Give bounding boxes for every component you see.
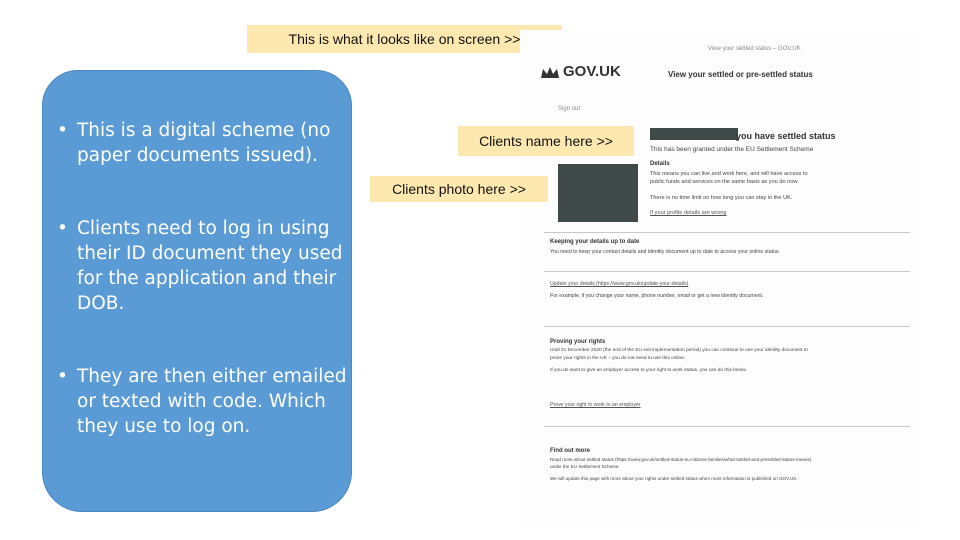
bullet-panel	[42, 70, 352, 512]
doc-page-title: View your settled or pre-settled status	[668, 70, 813, 79]
find-out-more-line: under the EU Settlement Scheme.	[550, 464, 620, 469]
update-page-note: We will update this page with more about your rights under settled status when more information is published on GOV.UK.	[550, 476, 798, 481]
details-label: Details	[650, 161, 670, 167]
photo-callout-label	[370, 176, 548, 202]
details-line: This means you can live and work here, and will have access to	[650, 171, 808, 177]
screen-callout-text: This is what it looks like on screen >>	[288, 31, 521, 47]
proving-line: Until 31 December 2020 (the end of the EU exit implementation period) you can continue to use your identity document to	[550, 348, 808, 353]
screen-callout-label	[247, 25, 562, 53]
govuk-logo: GOV.UK	[563, 63, 621, 80]
proving-line: prove your rights in the UK – you do not need to use this online.	[550, 356, 686, 361]
divider	[544, 232, 910, 233]
bullet-login	[57, 216, 347, 316]
status-subheading: This has been granted under the EU Settlement Scheme	[650, 146, 814, 153]
name-redaction	[650, 128, 738, 140]
bullet-digital-scheme	[57, 118, 347, 168]
scanned-status-document	[520, 30, 920, 530]
crown-icon	[540, 65, 560, 79]
proving-line: If you do want to give an employer access to your right to work status, you can do this below.	[550, 368, 747, 373]
divider	[544, 326, 910, 327]
keeping-text: You need to keep your contact details and identity document up to date to access your online status.	[550, 249, 780, 255]
keeping-heading: Keeping your details up to date	[550, 239, 640, 245]
prove-right-to-work-link: Prove your right to work to an employer	[550, 402, 641, 408]
divider	[544, 426, 910, 427]
status-heading: you have settled status	[736, 131, 836, 141]
bullet-dot-icon: •	[57, 218, 68, 239]
photo-callout-text: Clients photo here >>	[392, 181, 526, 197]
details-line: public funds and services on the same basis as you do now.	[650, 179, 799, 185]
proving-heading: Proving your rights	[550, 339, 606, 345]
update-details-link: Update your details (https://www.gov.uk/update-your-details)	[550, 281, 689, 287]
doc-header-small: View your settled status – GOV.UK	[708, 46, 801, 52]
update-details-text: For example, if you change your name, phone number, email or get a new identity document.	[550, 293, 764, 299]
bullet-code	[57, 364, 347, 439]
find-out-more-heading: Find out more	[550, 448, 590, 454]
divider	[544, 271, 910, 272]
bullet-dot-icon: •	[57, 120, 68, 141]
bullet-text: They are then either emailed or texted with code. Which they use to log on.	[77, 366, 347, 437]
photo-redaction	[558, 164, 638, 222]
name-callout-text: Clients name here >>	[479, 133, 613, 149]
name-callout-label	[458, 126, 634, 156]
bullet-dot-icon: •	[57, 366, 68, 387]
time-limit-line: There is no time limit on how long you can stay in the UK.	[650, 195, 793, 201]
find-out-more-line: Read more about settled status (https://www.gov.uk/settled-status-eu-citizens-families/what-settled-and-presettled-status-means)	[550, 457, 812, 462]
profile-details-link: If your profile details are wrong	[650, 210, 727, 216]
bullet-text: Clients need to log in using their ID document they used for the application and their DOB.	[77, 218, 343, 314]
bullet-text: This is a digital scheme (no paper documents issued).	[77, 120, 331, 166]
doc-sign-out: Sign out	[558, 106, 581, 112]
